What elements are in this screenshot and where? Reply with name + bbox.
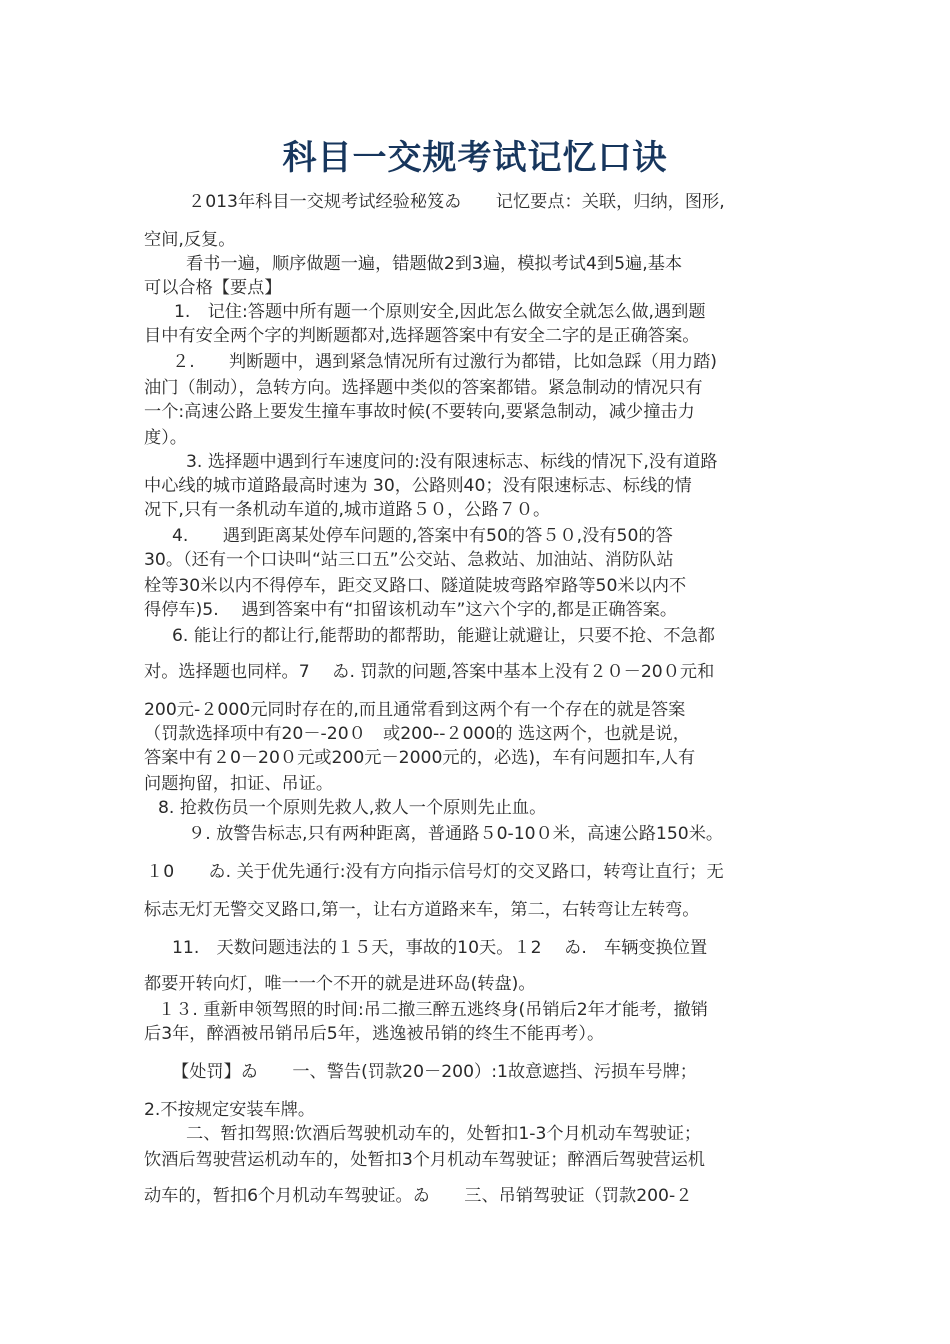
body-line: 200元-２000元同时存在的,而且通常看到这两个有一个存在的就是答案: [144, 700, 686, 720]
body-line: ９. 放警告标志,只有两种距离，普通路５0-10０米，高速公路150米。: [188, 824, 724, 844]
body-line: 饮酒后驾驶营运机动车的，处暂扣3个月机动车驾驶证；醉酒后驾驶营运机: [144, 1150, 705, 1170]
body-line: 3. 选择题中遇到行车速度问的:没有限速标志、标线的情况下,没有道路: [186, 452, 718, 472]
body-line: 1. 记住:答题中所有题一个原则安全,因此怎么做安全就怎么做,遇到题: [174, 302, 706, 322]
body-line: 二、暂扣驾照:饮酒后驾驶机动车的，处暂扣1-3个月机动车驾驶证；: [186, 1124, 702, 1144]
body-line: 目中有安全两个字的判断题都对,选择题答案中有安全二字的是正确答案。: [144, 326, 700, 346]
body-line: 8. 抢救伤员一个原则先救人,救人一个原则先止血。: [158, 798, 547, 818]
body-line: 得停车)5. 遇到答案中有“扣留该机动车”这六个字的,都是正确答案。: [144, 600, 678, 620]
body-line: 中心线的城市道路最高时速为 30，公路则40；没有限速标志、标线的情: [144, 476, 692, 496]
body-line: 2.不按规定安装车牌。: [144, 1100, 316, 1120]
body-line: 看书一遍，顺序做题一遍，错题做2到3遍，模拟考试4到5遍,基本: [186, 254, 683, 274]
document-title: 科目一交规考试记忆口诀: [282, 138, 668, 178]
body-line: 动车的，暂扣6个月机动车驾驶证。ゐ 三、吊销驾驶证（罚款200-２: [144, 1186, 693, 1206]
body-line: 后3年，醉酒被吊销吊后5年，逃逸被吊销的终生不能再考）。: [144, 1024, 605, 1044]
body-line: 对。选择题也同样。7 ゐ. 罚款的问题,答案中基本上没有２０－20０元和: [144, 662, 715, 682]
body-line: 【处罚】ゐ 一、警告(罚款20－200）:1故意遮挡、污损车号牌；: [172, 1062, 697, 1082]
body-line: 11. 天数问题违法的１５天，事故的10天。１2 ゐ. 车辆变换位置: [172, 938, 708, 958]
body-line: ２. 判断题中，遇到紧急情况所有过激行为都错，比如急踩（用力踏): [172, 352, 717, 372]
body-line: 空间,反复。: [144, 230, 236, 250]
body-line: （罚款选择项中有20－-20０ 或200--２000的 选这两个，也就是说，: [144, 724, 690, 744]
body-line: 6. 能让行的都让行,能帮助的都帮助，能避让就避让，只要不抢、不急都: [172, 626, 715, 646]
body-line: 可以合格【要点】: [144, 278, 282, 298]
body-line: 栓等30米以内不得停车，距交叉路口、隧道陡坡弯路窄路等50米以内不: [144, 576, 687, 596]
body-line: 4. 遇到距离某处停车问题的,答案中有50的答５０,没有50的答: [172, 526, 673, 546]
body-line: 一个:高速公路上要发生撞车事故时候(不要转向,要紧急制动，减少撞击力: [144, 402, 695, 422]
body-line: 况下,只有一条机动车道的,城市道路５０，公路７０。: [144, 500, 551, 520]
body-line: 油门（制动），急转方向。选择题中类似的答案都错。紧急制动的情况只有: [144, 378, 703, 398]
body-line: ２013年科目一交规考试经验秘笈ゐ 记忆要点：关联，归纳，图形,: [188, 192, 725, 212]
body-line: １３. 重新申领驾照的时间:吊二撤三醉五逃终身(吊销后2年才能考，撤销: [158, 1000, 708, 1020]
body-line: 都要开转向灯，唯一一个不开的就是进环岛(转盘)。: [144, 974, 536, 994]
body-line: 标志无灯无警交叉路口,第一，让右方道路来车，第二，右转弯让左转弯。: [144, 900, 700, 920]
body-line: 问题拘留，扣证、吊证。: [144, 774, 334, 794]
body-line: 度）。: [144, 428, 187, 448]
body-line: 30。（还有一个口诀叫“站三口五”公交站、急救站、加油站、消防队站: [144, 550, 674, 570]
body-line: 答案中有２0－20０元或200元－2000元的，必选)，车有问题扣车,人有: [144, 748, 696, 768]
body-line: １0 ゐ. 关于优先通行:没有方向指示信号灯的交叉路口，转弯让直行；无: [146, 862, 724, 882]
